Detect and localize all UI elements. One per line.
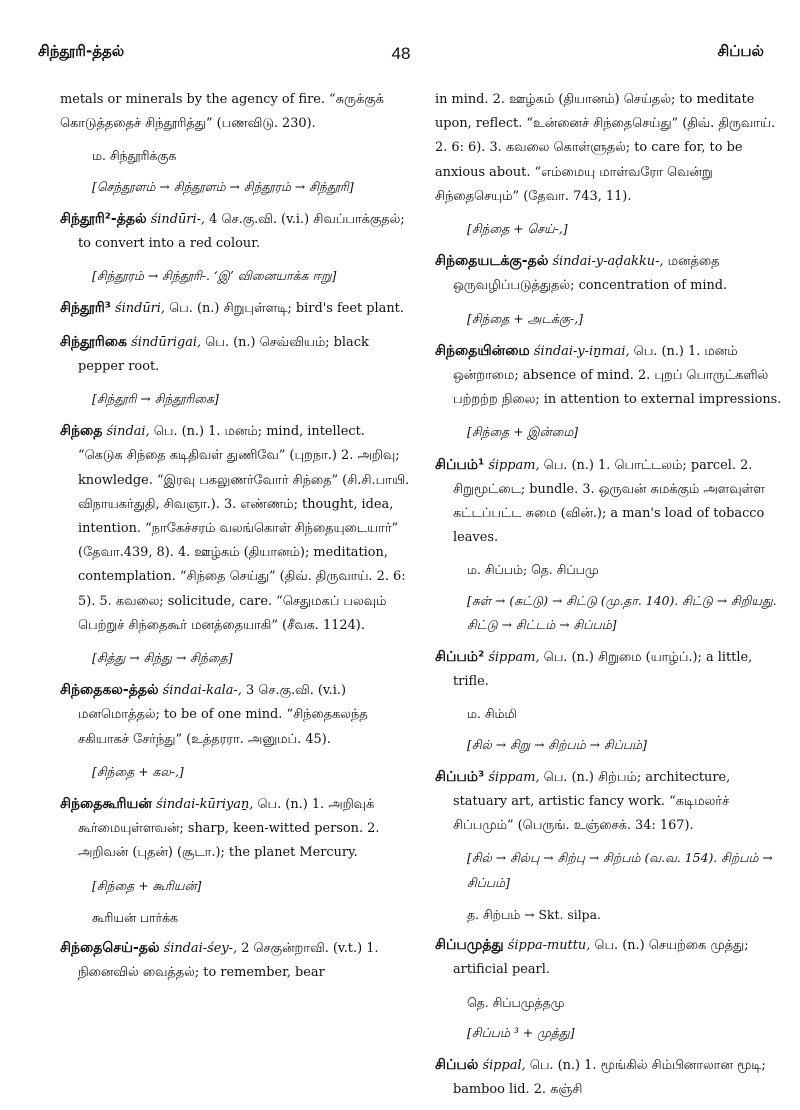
transliteration: śindai-śey-, [163,941,238,957]
entry-body: பெ. (n.) 1. பொட்டலம்; parcel. 2. சிறுமூட்டை; bundle. 3. ஒருவன் சுமக்கும் அளவுள்ள கட்டப்பட்ட சுமை (வின்.); a man's load of tobacco leaves. [453,457,765,546]
right-column [435,88,787,1110]
entry-body: பெ. (n.) சிற்பம்; architecture, statuary art, artistic fancy work. “கடிமலர்ச் சிப்பமும்” (பெருங். உஞ்சைக். 34: 167). [453,769,731,834]
transliteration: śippam, [488,650,540,666]
page-header [38,42,764,70]
transliteration: śindūri-, [150,211,206,227]
headword: சிந்தை [60,423,103,440]
cognate-line: த. சிற்பம் → Skt. silpa. [467,906,601,922]
etymology: [சிந்தூரம் → சிந்தூரி-. ‘இ’ வினையாக்க ஈறு] [92,268,337,284]
etymology: [சிந்தை + அடக்கு-,] [467,310,583,326]
transliteration: śindai-kūriyaṉ, [156,797,254,813]
dictionary-entry [60,419,412,638]
etymology: [சிந்தை + இன்மை] [467,424,579,440]
entry-body: 4 செ.கு.வி. (v.i.) சிவப்பாக்குதல்; to convert into a red colour. [78,211,405,252]
entry-body: பெ. (n.) சிறுமை (யாழ்ப்.); a little, trifle. [453,650,753,690]
dictionary-entry [60,207,412,256]
etymology: [சிந்தை + கல-,] [92,763,184,779]
cognate-line: தெ. சிப்பமுத்தமு [467,994,565,1010]
etymology: [சுள் → (சுட்டு) → சிட்டு (மு.தா. 140). சிட்டு → சிறியது. சிட்டு → சிட்டம் → சிப்பம்] [467,592,777,632]
cognate-line: ம. சிந்தூரிக்குக [92,148,177,164]
dictionary-entry [435,339,787,413]
headword: சிந்தைகூரியன் [60,796,153,813]
headword: சிந்தையடக்கு-தல் [435,253,549,270]
left-column [60,88,412,994]
dictionary-entry [435,453,787,551]
headword: சிந்தூரி²-த்தல் [60,210,147,227]
headword: சிந்தைசெய்-தல் [60,940,160,957]
transliteration: śippam, [488,457,540,473]
entry-continuation: in mind. 2. ஊழ்கம் (தியானம்) செய்தல்; to meditate upon, reflect. “உன்னைச் சிந்தைசெய்து” (திவ். திருவாய். 2. 6: 6). 3. கவலை கொள்ளுதல்; to care for, to be anxious about. “எம்மையு மாள்வரோ வென்று சிந்தைசெயும்” (தேவா. 743, 11). [435,92,776,204]
headword: சிப்பம்³ [435,768,485,785]
etymology: [சிந்தை + கூரியன்] [92,877,202,893]
entry-body: மனத்தை ஒருவழிப்படுத்துதல்; concentration of mind. [453,254,728,294]
dictionary-entry [435,249,787,298]
headword: சிந்தூரி³ [60,300,111,317]
headword: சிப்பமுத்து [435,937,504,954]
cognate-line: ம. சிப்பம்; தெ. சிப்பமு [467,562,599,578]
transliteration: śindai-y-aḍakku-, [552,254,664,270]
entry-body: பெ. (n.) செயற்கை முத்து; artificial pearl. [453,938,749,978]
transliteration: śippam, [488,769,540,785]
transliteration: śindai-kala-, [162,683,242,699]
etymology: [சித்து → சிந்து → சிந்தை] [92,650,233,666]
transliteration: śindai-y-iṉmai, [533,343,630,359]
running-head-right: சிப்பல் [717,42,764,60]
headword: சிப்பம்¹ [435,456,485,473]
dictionary-entry [435,933,787,982]
entry-body: பெ. (n.) 1. மனம்; mind, intellect. “கெடுக சிந்தை கடிதிவள் துணிவே” (புறநா.) 2. அறிவு; knowledge. “இரவு பகலுணர்வோர் சிந்தை” (சி.சி.பாயி. விநாயகர்துதி, சிவஞா.). 3. எண்ணம்; thought, idea, intention. “நாகேச்சரம் வலங்கொள் சிந்தையுடையார்” (தேவா.439, 8). 4. ஊழ்கம் (தியானம்); meditation, contemplation. “சிந்தை செய்து” (திவ். திருவாய். 2. 6: 5). 5. கவலை; solicitude, care. “செதுமகப் பலவும் பெற்றுச் சிந்தைகூர் மனத்தையாகி” (சீவக. 1124). [78,424,410,633]
etymology: [சில் → சிறு → சிற்பம் → சிப்பம்] [467,736,647,752]
etymology: [சிந்தூரி → சிந்தூரிகை] [92,391,219,407]
entry-body: பெ. (n.) 1. அறிவுக் கூர்மையுள்ளவன்; sharp, keen-witted person. 2. அறிவன் (புதன்) (சூடா.); the planet Mercury. [78,797,380,861]
cognate-line: ம. சிம்மி [467,706,517,722]
dictionary-entry [60,936,412,985]
etymology: [செந்தூளம் → சிந்தூளம் → சிந்தூரம் → சிந்தூரி] [92,178,354,194]
transliteration: śindūrigai, [131,334,202,350]
etymology: [சிந்தை + செய்-,] [467,221,568,237]
entry-continuation: metals or minerals by the agency of fire. “சுருக்குக் கொடுத்ததைச் சிந்தூரித்து” (பணவிடு. 230). [60,92,384,132]
headword: சிந்தைகல-த்தல் [60,682,159,699]
dictionary-entry [60,678,412,752]
entry-body: பெ. (n.) செவ்வியம்; black pepper root. [78,334,369,374]
running-head-left: சிந்தூரி-த்தல் [38,42,125,60]
entry-body: பெ. (n.) 1. மூங்கில் சிம்பினாலான மூடி; bamboo lid. 2. கஞ்சி [453,1057,766,1098]
dictionary-entry [60,296,412,321]
entry-body: பெ. (n.) சிறுபுள்ளடி; bird's feet plant. [169,301,404,317]
entry-body: பெ. (n.) 1. மனம் ஒன்றாமை; absence of mind. 2. புறப் பொருட்களில் பற்றற்ற நிலை; in attention to external impressions. [453,343,782,408]
headword: சிப்பல் [435,1056,479,1073]
dictionary-entry [60,330,412,379]
dictionary-entry [435,645,787,694]
headword: சிப்பம்² [435,649,485,666]
cross-reference: கூரியன் பார்க்க [92,909,178,925]
etymology: [சிப்பம் ³ + முத்து] [467,1024,575,1040]
entry-body: 3 செ.கு.வி. (v.i.) மனமொத்தல்; to be of one mind. “சிந்தைகலந்த சகியாகச் சேர்ந்து” (உத்தரரா. அனுமப். 45). [78,683,368,747]
dictionary-entry [435,1053,787,1102]
headword: சிந்தூரிகை [60,333,127,350]
dictionary-entry [435,765,787,839]
page-number: 48 [391,44,411,63]
transliteration: śippa-muttu, [507,938,591,954]
transliteration: śindai, [106,424,150,440]
transliteration: śindūri, [115,301,166,317]
etymology: [சில் → சில்பு → சிற்பு → சிற்பம் (வ.வ. 154). சிற்பம் → சிப்பம்] [467,850,773,890]
dictionary-entry [60,792,412,866]
transliteration: śippal, [482,1057,526,1073]
headword: சிந்தையின்மை [435,342,530,359]
entry-body: 2 செகுன்றாவி. (v.t.) 1. நினைவில் வைத்தல்; to remember, bear [78,941,379,981]
